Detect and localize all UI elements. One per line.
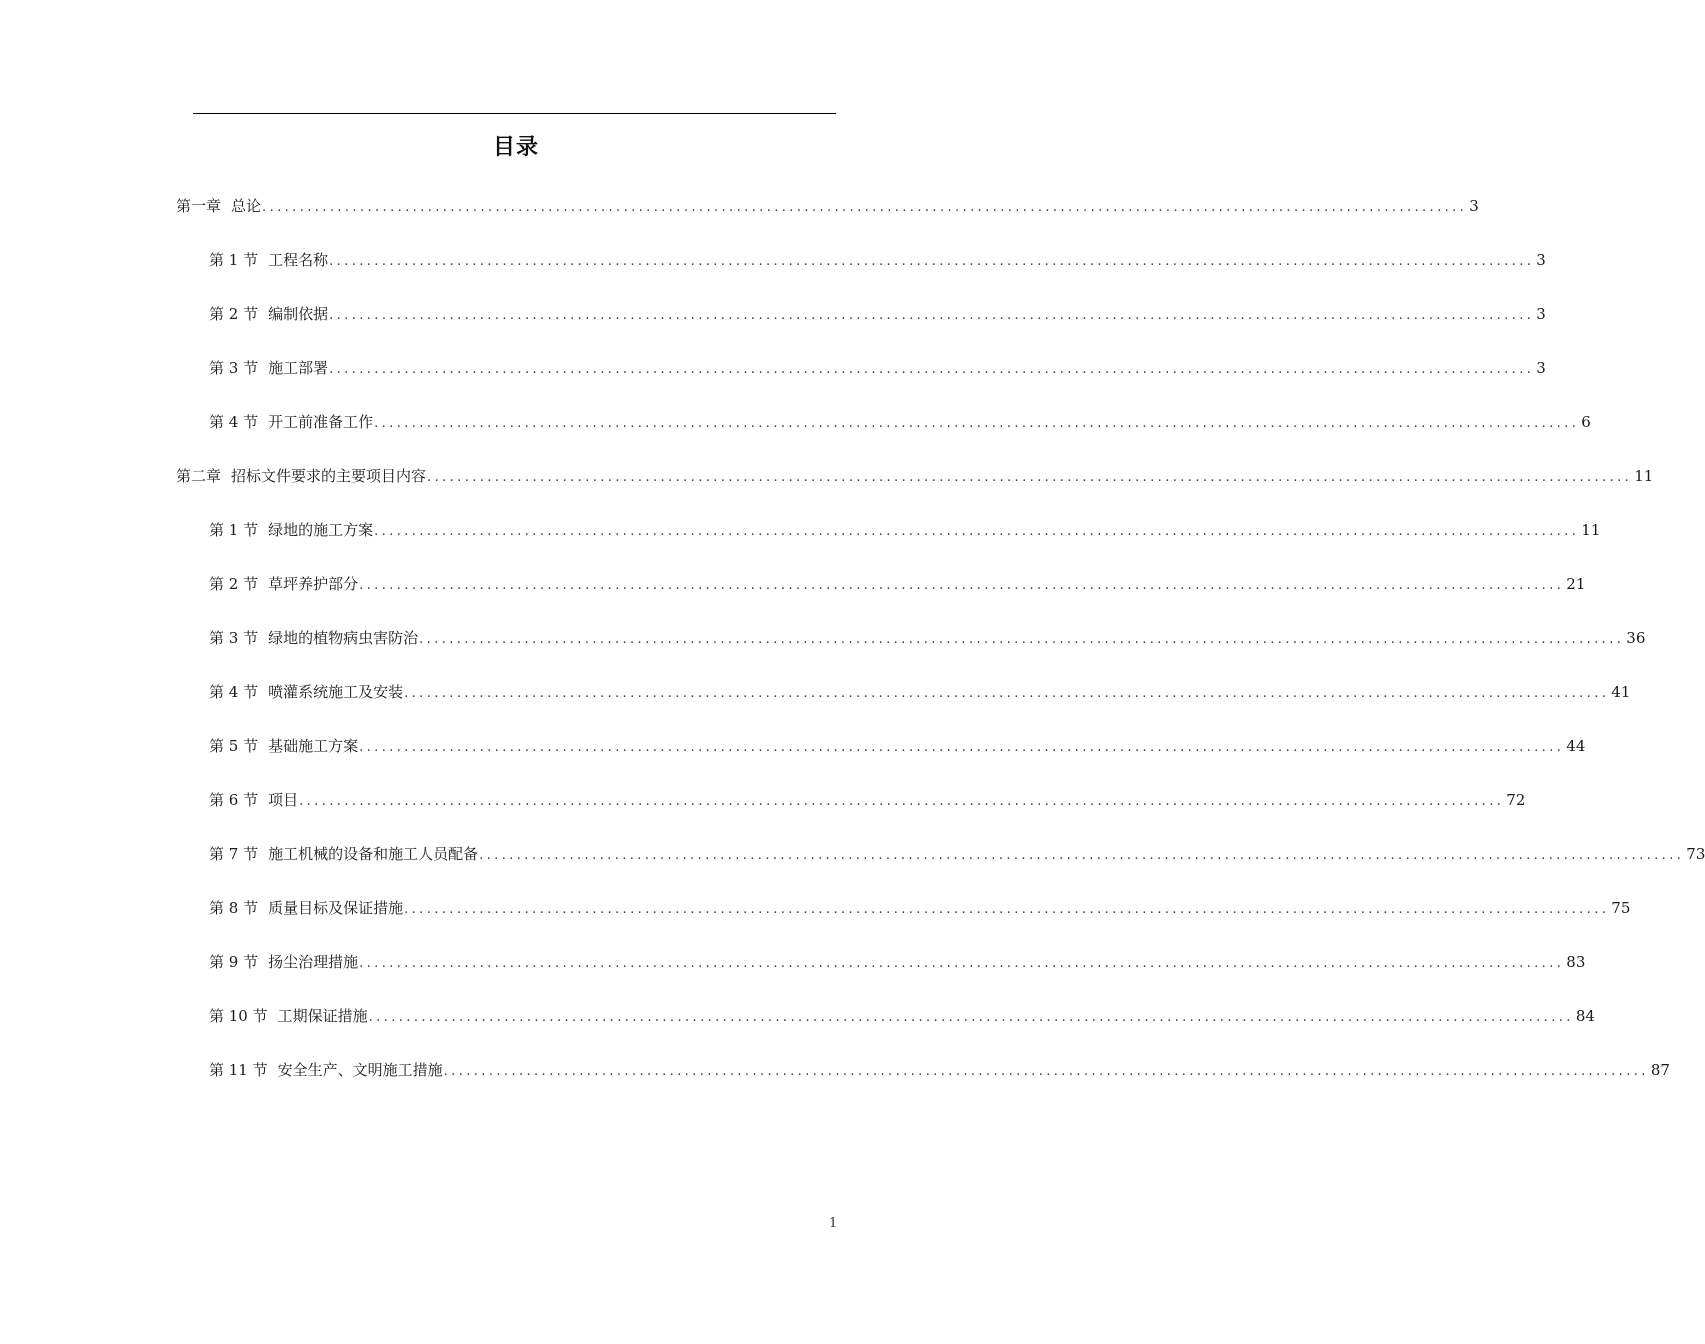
toc-entry[interactable] bbox=[209, 411, 1591, 433]
toc-entry-title: 扬尘治理措施 bbox=[268, 953, 359, 971]
toc-entry-title: 总论 bbox=[231, 197, 262, 215]
toc-leader-dots: ................................................................................................................................................................ bbox=[419, 632, 1625, 647]
toc-entry-page: 3 bbox=[1469, 197, 1479, 215]
toc-entry-title: 绿地的植物病虫害防治 bbox=[268, 629, 419, 647]
toc-entry-title: 质量目标及保证措施 bbox=[268, 899, 404, 917]
toc-entry-title: 编制依据 bbox=[268, 305, 329, 323]
toc-entry[interactable] bbox=[209, 789, 1526, 811]
toc-entry-page: 84 bbox=[1575, 1007, 1595, 1025]
toc-entry-number: 第 10 节 bbox=[209, 1007, 268, 1025]
toc-entry-number: 第 7 节 bbox=[209, 845, 259, 863]
toc-leader-dots: ................................................................................................................................................................ bbox=[359, 740, 1565, 755]
toc-entry-number: 第 5 节 bbox=[209, 737, 259, 755]
toc-entry-number: 第 2 节 bbox=[209, 575, 259, 593]
toc-leader-dots: ................................................................................................................................................................ bbox=[404, 902, 1610, 917]
toc-leader-dots: ................................................................................................................................................................ bbox=[368, 1010, 1574, 1025]
toc-entry-page: 72 bbox=[1506, 791, 1526, 809]
toc-entry-number: 第 8 节 bbox=[209, 899, 259, 917]
toc-entry[interactable] bbox=[209, 627, 1646, 649]
toc-entry-title: 草坪养护部分 bbox=[268, 575, 359, 593]
toc-entry-title: 基础施工方案 bbox=[268, 737, 359, 755]
toc-entry[interactable] bbox=[209, 303, 1546, 325]
toc-entry[interactable] bbox=[209, 249, 1546, 271]
toc-leader-dots: ................................................................................................................................................................ bbox=[299, 794, 1505, 809]
toc-entry-number: 第一章 bbox=[176, 197, 222, 215]
toc-entry-title: 安全生产、文明施工措施 bbox=[277, 1061, 443, 1079]
toc-leader-dots: ................................................................................................................................................................ bbox=[427, 470, 1633, 485]
toc-entry-title: 开工前准备工作 bbox=[268, 413, 374, 431]
toc-entry-number: 第二章 bbox=[176, 467, 222, 485]
toc-leader-dots: ................................................................................................................................................................ bbox=[374, 524, 1580, 539]
toc-entry-page: 11 bbox=[1634, 467, 1654, 485]
toc-entry[interactable] bbox=[209, 951, 1586, 973]
toc-leader-dots: ................................................................................................................................................................ bbox=[262, 200, 1468, 215]
toc-entry-page: 3 bbox=[1536, 305, 1546, 323]
toc-entry[interactable] bbox=[209, 897, 1631, 919]
toc-entry-page: 73 bbox=[1686, 845, 1705, 863]
toc-entry[interactable] bbox=[176, 195, 1479, 217]
toc-entry-number: 第 1 节 bbox=[209, 521, 259, 539]
toc-entry[interactable] bbox=[209, 843, 1705, 865]
toc-entry-page: 36 bbox=[1626, 629, 1646, 647]
toc-entry-number: 第 9 节 bbox=[209, 953, 259, 971]
toc-entry-number: 第 3 节 bbox=[209, 359, 259, 377]
toc-entry-page: 21 bbox=[1566, 575, 1586, 593]
toc-entry[interactable] bbox=[209, 573, 1586, 595]
toc-entry-title: 施工部署 bbox=[268, 359, 329, 377]
toc-entry-number: 第 11 节 bbox=[209, 1061, 268, 1079]
toc-entry-number: 第 2 节 bbox=[209, 305, 259, 323]
toc-entry-page: 41 bbox=[1611, 683, 1631, 701]
toc-entry[interactable] bbox=[209, 735, 1586, 757]
toc-entry-title: 工期保证措施 bbox=[277, 1007, 368, 1025]
toc-entry[interactable] bbox=[209, 1059, 1670, 1081]
toc-entry-number: 第 3 节 bbox=[209, 629, 259, 647]
toc-entry-number: 第 4 节 bbox=[209, 413, 259, 431]
toc-entry-title: 招标文件要求的主要项目内容 bbox=[231, 467, 427, 485]
toc-entry[interactable] bbox=[209, 681, 1631, 703]
toc-leader-dots: ................................................................................................................................................................ bbox=[329, 254, 1535, 269]
toc-entry-page: 75 bbox=[1611, 899, 1631, 917]
toc-entry-page: 3 bbox=[1536, 359, 1546, 377]
toc-entry-title: 项目 bbox=[268, 791, 299, 809]
toc-entry-page: 11 bbox=[1581, 521, 1601, 539]
toc-leader-dots: ................................................................................................................................................................ bbox=[404, 686, 1610, 701]
toc-entry-page: 6 bbox=[1581, 413, 1591, 431]
toc-entry-page: 44 bbox=[1566, 737, 1586, 755]
toc-entry-page: 83 bbox=[1566, 953, 1586, 971]
toc-entry-title: 绿地的施工方案 bbox=[268, 521, 374, 539]
toc-leader-dots: ................................................................................................................................................................ bbox=[443, 1064, 1649, 1079]
toc-leader-dots: ................................................................................................................................................................ bbox=[359, 956, 1565, 971]
toc-title: 目录 bbox=[492, 135, 539, 160]
toc-entry[interactable] bbox=[209, 357, 1546, 379]
toc-entry-number: 第 6 节 bbox=[209, 791, 259, 809]
toc-entry-page: 87 bbox=[1650, 1061, 1670, 1079]
toc-entry-number: 第 1 节 bbox=[209, 251, 259, 269]
toc-leader-dots: ................................................................................................................................................................ bbox=[329, 362, 1535, 377]
toc-entry-page: 3 bbox=[1536, 251, 1546, 269]
toc-entry-title: 施工机械的设备和施工人员配备 bbox=[268, 845, 479, 863]
toc-leader-dots: ................................................................................................................................................................ bbox=[329, 308, 1535, 323]
toc-entry-number: 第 4 节 bbox=[209, 683, 259, 701]
toc-entry[interactable] bbox=[209, 519, 1601, 541]
toc-entry[interactable] bbox=[176, 465, 1654, 487]
toc-entry-title: 喷灌系统施工及安装 bbox=[268, 683, 404, 701]
toc-entry-title: 工程名称 bbox=[268, 251, 329, 269]
page-number: 1 bbox=[829, 1216, 838, 1231]
toc-leader-dots: ................................................................................................................................................................ bbox=[479, 848, 1685, 863]
toc-leader-dots: ................................................................................................................................................................ bbox=[374, 416, 1580, 431]
toc-leader-dots: ................................................................................................................................................................ bbox=[359, 578, 1565, 593]
toc-entry[interactable] bbox=[209, 1005, 1595, 1027]
